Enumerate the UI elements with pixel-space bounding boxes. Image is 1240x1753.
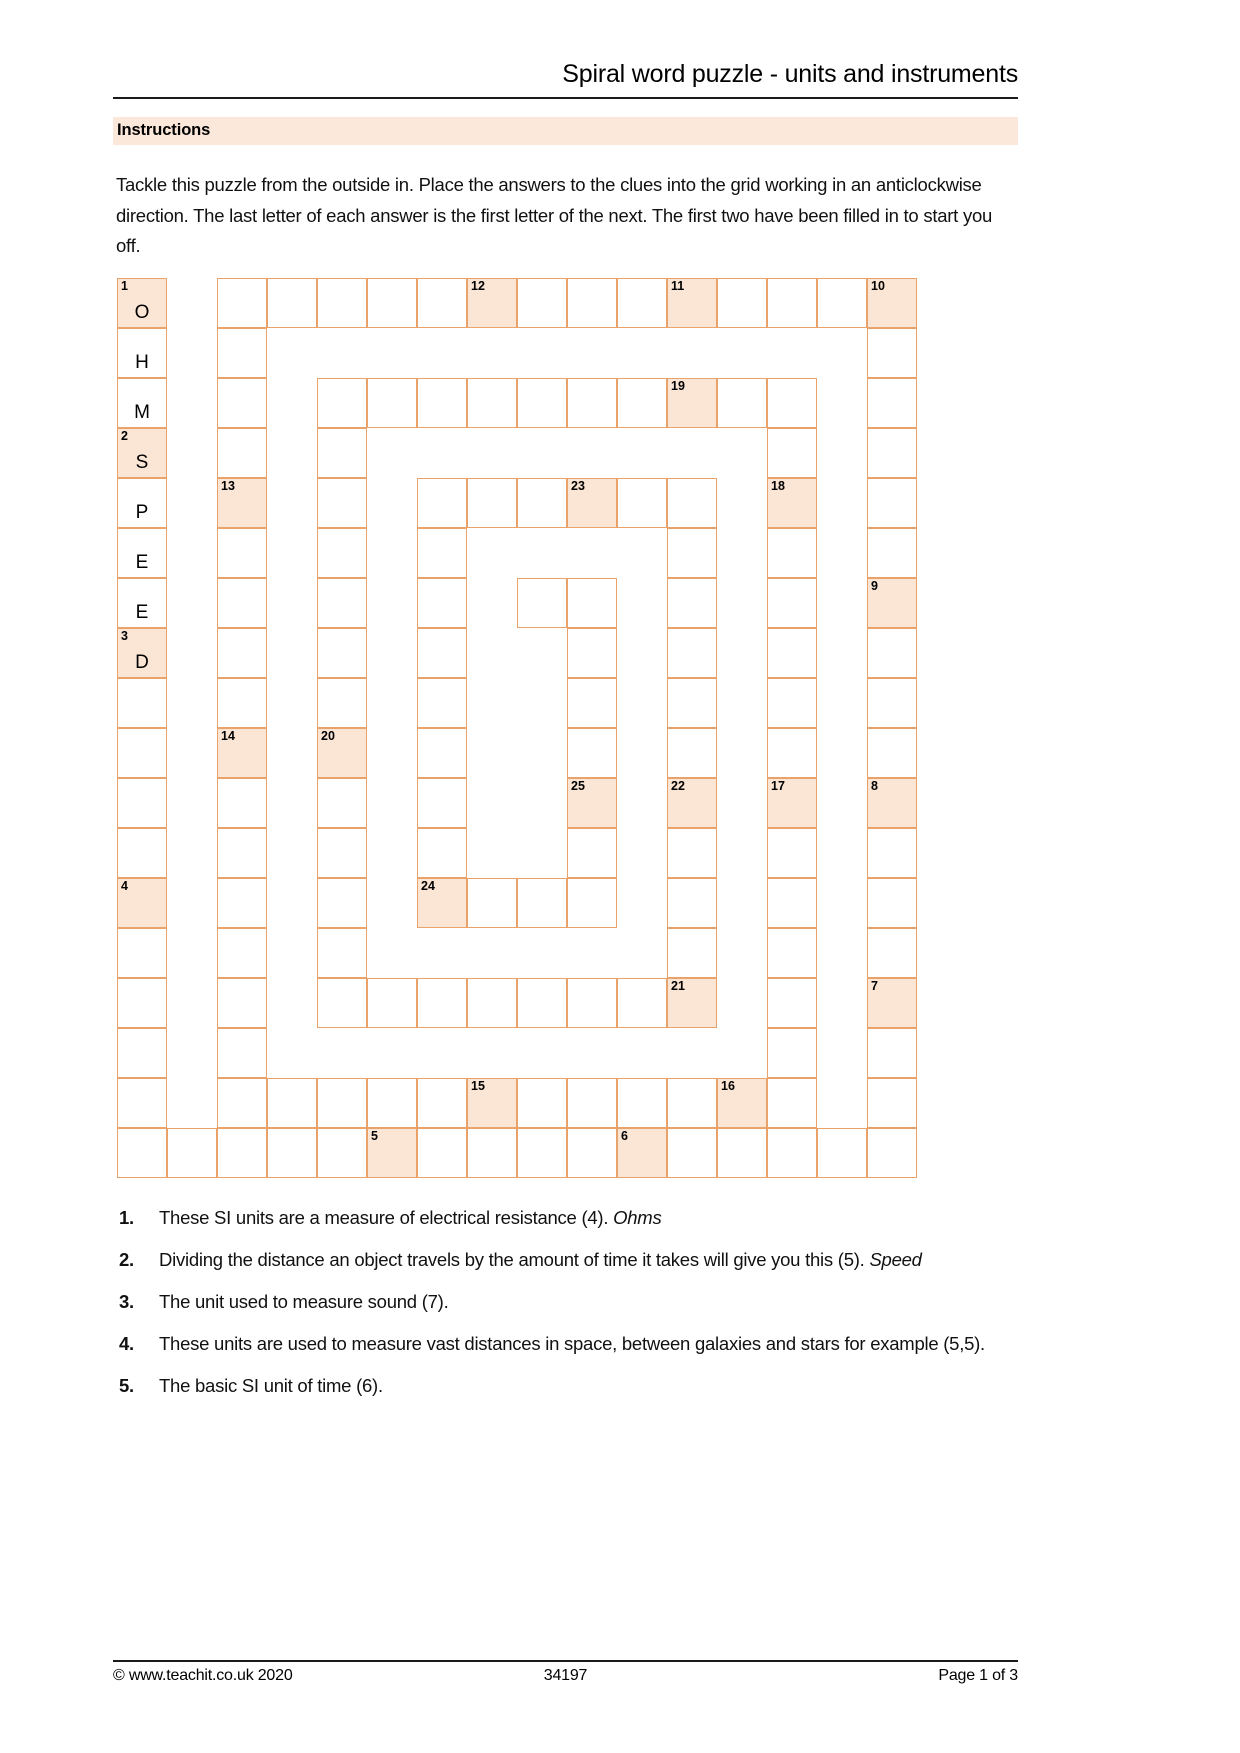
grid-cell[interactable] [467, 478, 517, 528]
grid-cell[interactable] [567, 778, 617, 828]
grid-cell[interactable] [417, 728, 467, 778]
grid-cell[interactable] [667, 1078, 717, 1128]
grid-cell[interactable] [767, 728, 817, 778]
grid-cell[interactable] [567, 728, 617, 778]
grid-cell[interactable] [217, 578, 267, 628]
grid-cell[interactable] [867, 778, 917, 828]
grid-cell-number: 2 [121, 429, 128, 443]
grid-cell[interactable] [417, 278, 467, 328]
grid-cell[interactable] [117, 1028, 167, 1078]
grid-cell[interactable] [317, 828, 367, 878]
grid-cell[interactable] [317, 378, 367, 428]
grid-cell[interactable] [767, 978, 817, 1028]
spiral-puzzle-grid[interactable] [117, 278, 917, 1178]
footer-page-number: Page 1 of 3 [938, 1667, 1018, 1684]
grid-cell-letter: M [134, 402, 150, 423]
grid-cell[interactable] [667, 528, 717, 578]
grid-cell[interactable] [717, 378, 767, 428]
grid-cell[interactable] [667, 878, 717, 928]
grid-cell[interactable] [417, 1128, 467, 1178]
grid-cell[interactable] [217, 828, 267, 878]
grid-cell[interactable] [217, 328, 267, 378]
grid-cell[interactable] [767, 1028, 817, 1078]
grid-cell-letter: E [135, 602, 149, 623]
grid-cell[interactable] [767, 828, 817, 878]
grid-cell[interactable] [317, 628, 367, 678]
grid-cell-number: 6 [621, 1129, 628, 1143]
grid-cell[interactable] [317, 1128, 367, 1178]
grid-cell-number: 23 [571, 479, 585, 493]
grid-cell[interactable] [367, 1128, 417, 1178]
grid-cell[interactable] [317, 278, 367, 328]
grid-cell-number: 3 [121, 629, 128, 643]
grid-cell-number: 17 [771, 779, 785, 793]
grid-cell[interactable] [517, 478, 567, 528]
grid-cell[interactable] [417, 978, 467, 1028]
grid-cell-number: 21 [671, 979, 685, 993]
grid-cell[interactable] [517, 378, 567, 428]
grid-cell[interactable] [517, 578, 567, 628]
grid-cell[interactable] [517, 878, 567, 928]
grid-cell[interactable] [767, 928, 817, 978]
grid-cell[interactable] [867, 478, 917, 528]
grid-cell-number: 10 [871, 279, 885, 293]
grid-cell[interactable] [567, 378, 617, 428]
grid-cell[interactable] [767, 628, 817, 678]
grid-cell-number: 19 [671, 379, 685, 393]
grid-cell[interactable] [867, 628, 917, 678]
grid-cell[interactable] [317, 928, 367, 978]
grid-cell-number: 16 [721, 1079, 735, 1093]
grid-cell[interactable] [567, 1128, 617, 1178]
grid-cell[interactable] [367, 1078, 417, 1128]
grid-cell[interactable] [317, 578, 367, 628]
grid-cell[interactable] [117, 628, 167, 678]
grid-cell-number: 20 [321, 729, 335, 743]
grid-cell-number: 24 [421, 879, 435, 893]
clue-text: Dividing the distance an object travels by the amount of time it takes will give you this (5). [159, 1249, 870, 1270]
grid-cell[interactable] [867, 678, 917, 728]
grid-cell[interactable] [867, 728, 917, 778]
grid-cell[interactable] [867, 928, 917, 978]
grid-cell[interactable] [667, 378, 717, 428]
grid-cell[interactable] [317, 678, 367, 728]
grid-cell[interactable] [367, 978, 417, 1028]
grid-cell[interactable] [117, 828, 167, 878]
grid-cell-number: 22 [671, 779, 685, 793]
grid-cell[interactable] [617, 478, 667, 528]
grid-cell[interactable] [217, 1128, 267, 1178]
grid-cell[interactable] [417, 828, 467, 878]
grid-cell-letter: O [134, 302, 150, 323]
grid-cell-number: 11 [671, 279, 685, 293]
grid-cell[interactable] [117, 1078, 167, 1128]
grid-cell[interactable] [467, 978, 517, 1028]
grid-cell[interactable] [217, 528, 267, 578]
grid-cell[interactable] [217, 678, 267, 728]
grid-cell[interactable] [867, 1028, 917, 1078]
header-divider [113, 97, 1018, 99]
grid-cell[interactable] [317, 878, 367, 928]
grid-cell[interactable] [417, 878, 467, 928]
grid-cell[interactable] [767, 578, 817, 628]
grid-cell[interactable] [817, 1128, 867, 1178]
grid-cell[interactable] [117, 328, 167, 378]
clue-text: The basic SI unit of time (6). [159, 1375, 383, 1396]
grid-cell[interactable] [467, 378, 517, 428]
grid-cell[interactable] [467, 1128, 517, 1178]
grid-cell[interactable] [217, 1028, 267, 1078]
clue-answer: Speed [869, 1249, 922, 1270]
grid-cell[interactable] [817, 278, 867, 328]
footer-copyright: © www.teachit.co.uk 2020 [113, 1667, 293, 1684]
grid-cell-letter: H [135, 352, 149, 373]
grid-cell[interactable] [867, 578, 917, 628]
grid-cell-letter: P [135, 502, 149, 523]
grid-cell[interactable] [217, 1078, 267, 1128]
grid-cell[interactable] [517, 1128, 567, 1178]
grid-cell-number: 1 [121, 279, 128, 293]
grid-cell[interactable] [317, 478, 367, 528]
grid-cell[interactable] [467, 878, 517, 928]
grid-cell[interactable] [867, 1078, 917, 1128]
grid-cell-number: 5 [371, 1129, 378, 1143]
grid-cell[interactable] [867, 428, 917, 478]
grid-cell[interactable] [667, 1128, 717, 1178]
grid-cell[interactable] [767, 678, 817, 728]
grid-cell[interactable] [567, 828, 617, 878]
grid-cell[interactable] [267, 1078, 317, 1128]
grid-cell[interactable] [117, 478, 167, 528]
clue-text: These SI units are a measure of electrical resistance (4). [159, 1207, 614, 1228]
grid-cell[interactable] [217, 778, 267, 828]
clue-number: 4. [119, 1333, 134, 1354]
grid-cell[interactable] [867, 828, 917, 878]
grid-cell[interactable] [117, 578, 167, 628]
grid-cell[interactable] [217, 628, 267, 678]
grid-cell[interactable] [667, 978, 717, 1028]
clue-number: 3. [119, 1291, 134, 1312]
grid-cell-number: 14 [221, 729, 235, 743]
grid-cell[interactable] [567, 278, 617, 328]
grid-cell[interactable] [717, 278, 767, 328]
grid-cell[interactable] [467, 1078, 517, 1128]
grid-cell[interactable] [217, 928, 267, 978]
grid-cell[interactable] [717, 1078, 767, 1128]
grid-cell[interactable] [667, 478, 717, 528]
grid-cell[interactable] [117, 428, 167, 478]
grid-cell[interactable] [667, 728, 717, 778]
grid-cell[interactable] [567, 578, 617, 628]
grid-cell-letter: D [135, 652, 149, 673]
grid-cell[interactable] [517, 278, 567, 328]
grid-cell-letter: S [135, 452, 149, 473]
instructions-heading: Instructions [117, 121, 211, 139]
clue-list [113, 1203, 1018, 1413]
grid-cell[interactable] [867, 378, 917, 428]
grid-cell[interactable] [667, 628, 717, 678]
grid-cell[interactable] [617, 1078, 667, 1128]
grid-cell[interactable] [767, 528, 817, 578]
grid-cell[interactable] [417, 628, 467, 678]
grid-cell[interactable] [617, 278, 667, 328]
clue-item [113, 1329, 1018, 1358]
instructions-text: Tackle this puzzle from the outside in. Place the answers to the clues into the grid working in an anticlockwise direction. The last letter of each answer is the first letter of the next. The first two have been filled in to start you off. [116, 174, 993, 256]
grid-cell[interactable] [317, 978, 367, 1028]
page-header [113, 58, 1018, 90]
grid-cell[interactable] [217, 428, 267, 478]
grid-cell[interactable] [367, 378, 417, 428]
page-footer [113, 1667, 1018, 1691]
grid-cell-number: 8 [871, 779, 878, 793]
grid-cell-number: 12 [471, 279, 485, 293]
grid-cell[interactable] [667, 928, 717, 978]
grid-cell[interactable] [217, 878, 267, 928]
grid-cell[interactable] [117, 278, 167, 328]
grid-cell-number: 15 [471, 1079, 485, 1093]
grid-cell-number: 13 [221, 479, 235, 493]
grid-cell[interactable] [417, 778, 467, 828]
grid-cell[interactable] [567, 878, 617, 928]
grid-cell[interactable] [117, 678, 167, 728]
grid-cell[interactable] [267, 1128, 317, 1178]
grid-cell[interactable] [317, 528, 367, 578]
grid-cell[interactable] [767, 778, 817, 828]
grid-cell-number: 25 [571, 779, 585, 793]
clue-text: These units are used to measure vast distances in space, between galaxies and stars for example (5,5). [159, 1333, 985, 1354]
grid-cell[interactable] [117, 378, 167, 428]
grid-cell[interactable] [767, 878, 817, 928]
grid-cell[interactable] [767, 1128, 817, 1178]
grid-cell-letter: E [135, 552, 149, 573]
grid-cell[interactable] [667, 278, 717, 328]
grid-cell[interactable] [317, 1078, 367, 1128]
clue-number: 1. [119, 1207, 134, 1228]
grid-cell[interactable] [117, 978, 167, 1028]
grid-cell[interactable] [617, 378, 667, 428]
grid-cell[interactable] [267, 278, 317, 328]
grid-cell[interactable] [317, 428, 367, 478]
grid-cell[interactable] [567, 1078, 617, 1128]
grid-cell[interactable] [617, 1128, 667, 1178]
clue-number: 5. [119, 1375, 134, 1396]
clue-item [113, 1245, 1018, 1274]
grid-cell[interactable] [767, 428, 817, 478]
grid-cell[interactable] [417, 478, 467, 528]
grid-cell[interactable] [767, 478, 817, 528]
grid-cell[interactable] [767, 378, 817, 428]
grid-cell[interactable] [567, 678, 617, 728]
grid-cell[interactable] [617, 978, 667, 1028]
clue-number: 2. [119, 1249, 134, 1270]
grid-cell[interactable] [317, 778, 367, 828]
grid-cell[interactable] [117, 878, 167, 928]
grid-cell[interactable] [567, 478, 617, 528]
grid-cell-number: 9 [871, 579, 878, 593]
grid-cell[interactable] [117, 1128, 167, 1178]
footer-resource-id: 34197 [543, 1667, 588, 1684]
grid-cell[interactable] [567, 628, 617, 678]
grid-cell[interactable] [217, 728, 267, 778]
grid-cell[interactable] [767, 278, 817, 328]
grid-cell[interactable] [217, 378, 267, 428]
grid-cell[interactable] [667, 778, 717, 828]
grid-cell[interactable] [717, 1128, 767, 1178]
grid-cell[interactable] [667, 678, 717, 728]
grid-cell[interactable] [317, 728, 367, 778]
grid-cell[interactable] [217, 978, 267, 1028]
clue-text: The unit used to measure sound (7). [159, 1291, 449, 1312]
clue-item [113, 1203, 1018, 1232]
grid-cell-number: 18 [771, 479, 785, 493]
grid-cell[interactable] [167, 1128, 217, 1178]
grid-cell[interactable] [567, 978, 617, 1028]
grid-cell[interactable] [417, 678, 467, 728]
grid-cell[interactable] [767, 1078, 817, 1128]
footer-divider [113, 1660, 1018, 1662]
grid-cell[interactable] [417, 378, 467, 428]
grid-cell[interactable] [517, 1078, 567, 1128]
grid-cell[interactable] [467, 278, 517, 328]
grid-cell[interactable] [117, 778, 167, 828]
clue-item [113, 1371, 1018, 1400]
grid-cell[interactable] [417, 578, 467, 628]
grid-cell[interactable] [417, 528, 467, 578]
clue-answer: Ohms [613, 1207, 662, 1228]
grid-cell[interactable] [667, 578, 717, 628]
grid-cell-number: 7 [871, 979, 878, 993]
clue-item [113, 1287, 1018, 1316]
grid-cell[interactable] [867, 328, 917, 378]
instructions-bar [113, 117, 1018, 145]
grid-cell[interactable] [117, 928, 167, 978]
grid-cell[interactable] [117, 728, 167, 778]
grid-cell[interactable] [217, 478, 267, 528]
grid-cell[interactable] [117, 528, 167, 578]
grid-cell[interactable] [867, 278, 917, 328]
grid-cell[interactable] [867, 528, 917, 578]
grid-cell[interactable] [367, 278, 417, 328]
page-title: Spiral word puzzle - units and instruments [562, 60, 1018, 88]
grid-cell[interactable] [667, 828, 717, 878]
grid-cell[interactable] [867, 878, 917, 928]
grid-cell[interactable] [217, 278, 267, 328]
grid-cell-number: 4 [121, 879, 128, 893]
grid-cell[interactable] [417, 1078, 467, 1128]
grid-cell[interactable] [867, 1128, 917, 1178]
grid-cell[interactable] [867, 978, 917, 1028]
grid-cell[interactable] [517, 978, 567, 1028]
